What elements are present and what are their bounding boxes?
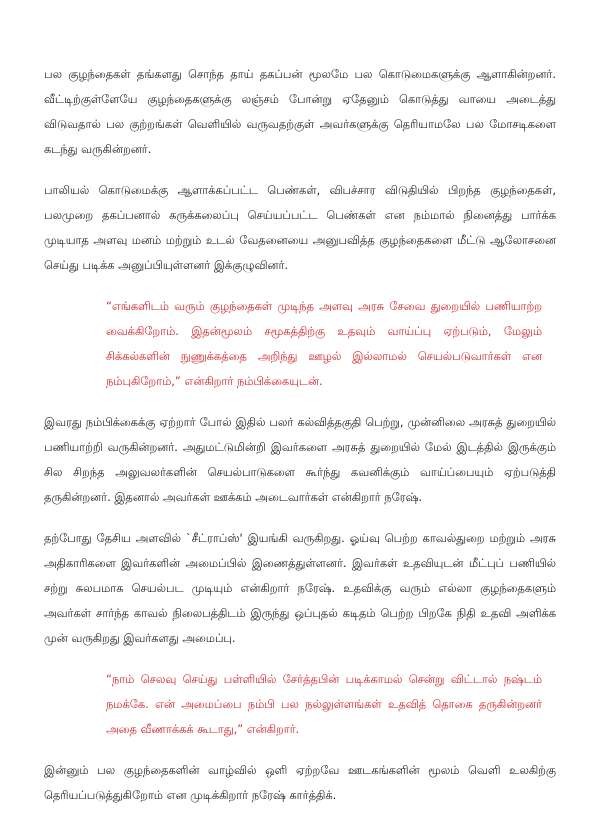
paragraph-2: பாலியல் கொடுமைக்கு ஆளாக்கப்பட்ட பெண்கள், விபச்சார விடுதியில் பிறந்த குழந்தைகள், பலமுறை தகப்பனால் கருக்கலைப்பு செய்யப்பட்ட பெண்கள் என நம்மால் நினைத்து பார்க்க முடியாத அளவு மனம் மற்றும் உடல் வேதனையை அனுபவித்த குழந்தைகளை மீட்டு ஆலோசனை செய்து படிக்க அனுப்பியுள்ளனர் இக்குழுவினர்.: [44, 183, 556, 272]
paragraph-5: இன்னும் பல குழந்தைகளின் வாழ்வில் ஒளி ஏற்றவே ஊடகங்களின் மூலம் வெளி உலகிற்கு தெரியப்படுத்துகிறோம் என முடிக்கிறார் நரேஷ் கார்த்திக்.: [44, 763, 556, 802]
paragraph-4: தற்போது தேசிய அளவில் `சீட்ராப்ஸ்' இயங்கி வருகிறது. ஓய்வு பெற்ற காவல்துறை மற்றும் அரசு அதிகாரிகளை இவர்களின் அமைப்பில் இணைத்துள்ளனர். இவர்கள் உதவியுடன் மீட்புப் பணியில் சற்று சுலபமாக செயல்பட முடியும் என்கிறார் நரேஷ். உதவிக்கு வரும் எல்லா குழந்தைகளும் அவர்கள் சார்ந்த காவல் நிலைபத்திடம் இருந்து ஒப்புதல் கடிதம் பெற்ற பிறகே நிதி உதவி அளிக்க முன் வருகிறது இவர்களது அமைப்பு.: [44, 531, 556, 645]
paragraph-1: பல குழந்தைகள் தங்களது சொந்த தாய் தகப்பன் மூலமே பல கொடுமைகளுக்கு ஆளாகின்றனர். வீட்டிற்குள்ளேயே குழந்தைகளுக்கு லஞ்சம் போன்று ஏதேனும் கொடுத்து வாயை அடைத்து விடுவதால் பல குற்றங்கள் வெளியில் வருவதற்குள் அவர்களுக்கு தெரியாமலே பல மோசடிகளை கடந்து வருகின்றனர்.: [44, 67, 556, 156]
paragraph-3: இவரது நம்பிக்கைக்கு ஏற்றார் போல் இதில் பலர் கல்வித்தகுதி பெற்று, முன்னிலை அரசுத் துறையில் பணியாற்றி வருகின்றனர். அதுமட்டுமின்றி இவர்களை அரசுத் துறையில் மேல் இடத்தில் இருக்கும் சில சிறந்த அலுவலர்களின் செயல்பாடுகளை கூர்ந்து கவனிக்கும் வாய்ப்பையும் ஏற்படுத்தி தருகின்றனர். இதனால் அவர்கள் ஊக்கம் அடைவார்கள் என்கிறார் நரேஷ்.: [44, 415, 556, 504]
quote-1: “எங்களிடம் வரும் குழந்தைகள் முடிந்த அளவு அரசு சேவை துறையில் பணியாற்ற வைக்கிறோம். இதன்மூலம் சமூகத்திற்கு உதவும் வாய்ப்பு ஏற்படும், மேலும் சிக்கல்களின் நுணுக்கத்தை அறிந்து ஊழல் இல்லாமல் செயல்படுவார்கள் என நம்புகிறோம்,” என்கிறார் நம்பிக்கையுடன்.: [106, 299, 542, 388]
quote-2: “நாம் செலவு செய்து பள்ளியில் சேர்த்தபின் படிக்காமல் சென்று விட்டால் நஷ்டம் நமக்கே. என் அமைப்பை நம்பி பல நல்லுள்ளங்கள் உதவித் தொகை தருகின்றனர் அதை வீணாக்கக் கூடாது,” என்கிறார்.: [106, 672, 542, 736]
